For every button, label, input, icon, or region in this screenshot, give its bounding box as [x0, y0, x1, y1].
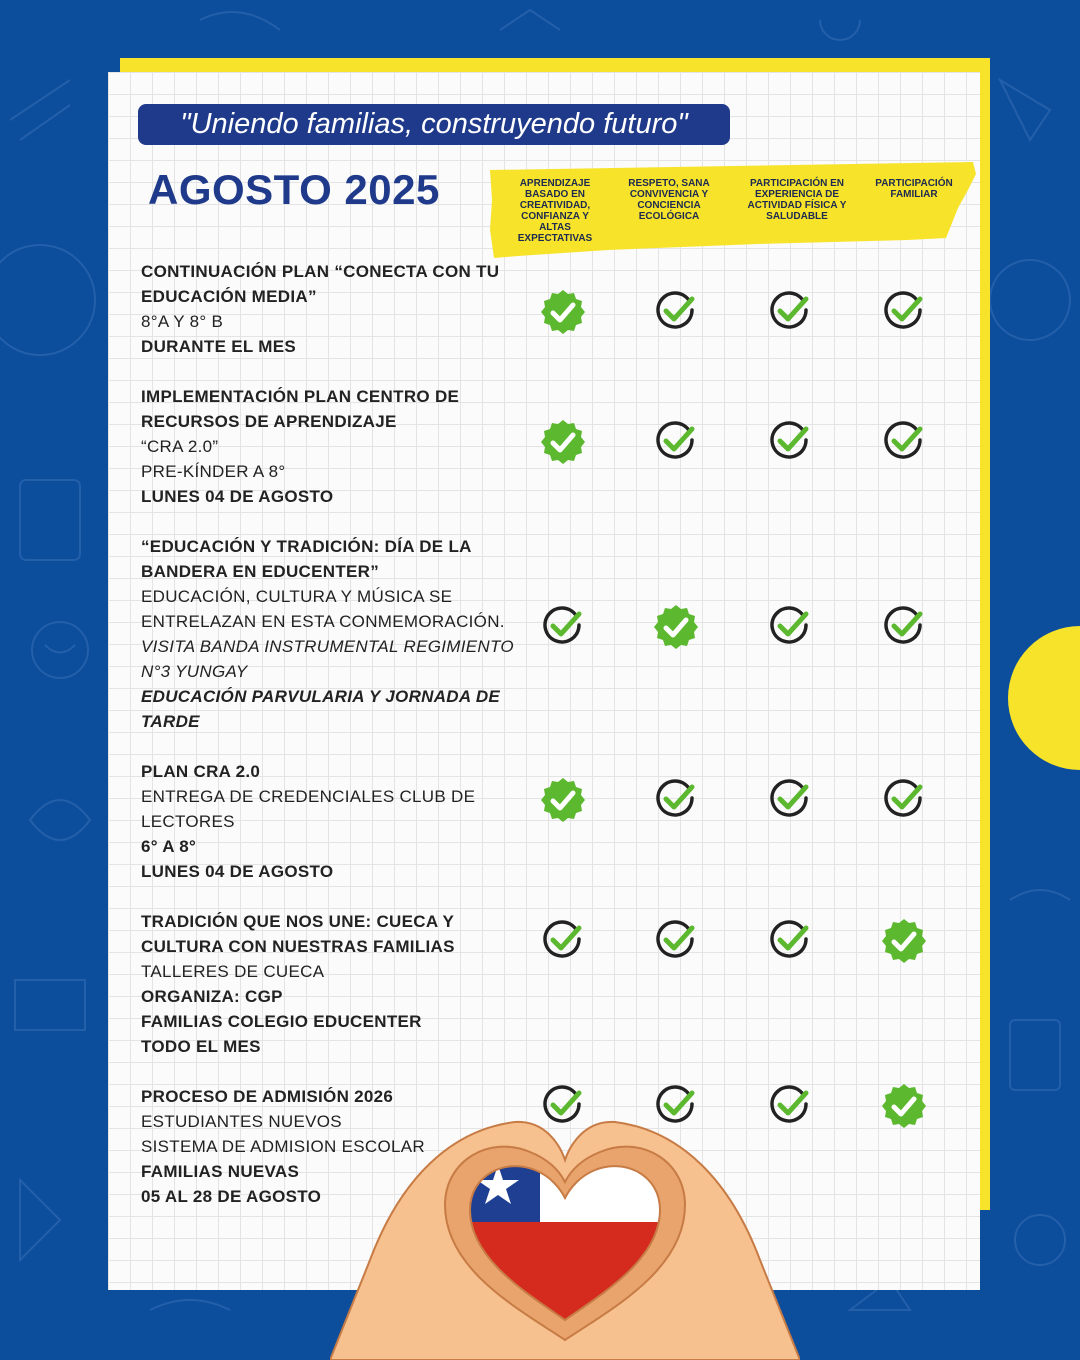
- column-header-3: PARTICIPACIÓN EN EXPERIENCIA DE ACTIVIDAD FÍSICA Y SALUDABLE: [747, 178, 847, 222]
- check-outline-icon: [880, 418, 928, 466]
- activity-line: TRADICIÓN QUE NOS UNE: CUECA Y CULTURA CON NUESTRAS FAMILIAS: [141, 912, 455, 956]
- check-filled-icon: [652, 603, 700, 651]
- check-outline-icon: [766, 288, 814, 336]
- column-header-1: APRENDIZAJE BASADO EN CREATIVIDAD, CONFIANZA Y ALTAS EXPECTATIVAS: [517, 178, 593, 244]
- check-outline-icon: [880, 776, 928, 824]
- activity-line: FAMILIAS NUEVAS: [141, 1162, 300, 1181]
- activity-line: CONTINUACIÓN PLAN “CONECTA CON TU EDUCACIÓN MEDIA”: [141, 262, 500, 306]
- check-outline-icon: [652, 288, 700, 336]
- check-outline-icon: [652, 917, 700, 965]
- activity-line: DURANTE EL MES: [141, 337, 297, 356]
- check-filled-icon: [539, 288, 587, 336]
- activity-line: 8°A Y 8° B: [141, 312, 224, 331]
- check-outline-icon: [766, 917, 814, 965]
- check-outline-icon: [652, 776, 700, 824]
- activity-line: ENTREGA DE CREDENCIALES CLUB DE LECTORES: [141, 787, 476, 831]
- slogan-banner: "Uniendo familias, construyendo futuro": [138, 104, 730, 145]
- activity-1: [141, 259, 536, 359]
- check-outline-icon: [880, 603, 928, 651]
- check-outline-icon: [539, 603, 587, 651]
- column-header-2: RESPETO, SANA CONVIVENCIA Y CONCIENCIA ECOLÓGICA: [628, 178, 710, 222]
- activity-2: [141, 384, 536, 509]
- activity-line: EDUCACIÓN PARVULARIA Y JORNADA DE TARDE: [141, 687, 501, 731]
- check-filled-icon: [880, 1082, 928, 1130]
- column-header-4: PARTICIPACIÓN FAMILIAR: [875, 178, 953, 200]
- check-outline-icon: [880, 288, 928, 336]
- activity-line: TODO EL MES: [141, 1037, 261, 1056]
- check-outline-icon: [652, 418, 700, 466]
- activity-4: [141, 759, 536, 884]
- activity-line: ORGANIZA: CGP: [141, 987, 283, 1006]
- activity-line: SISTEMA DE ADMISION ESCOLAR: [141, 1137, 425, 1156]
- check-outline-icon: [766, 776, 814, 824]
- check-filled-icon: [539, 418, 587, 466]
- activity-line: PROCESO DE ADMISIÓN 2026: [141, 1087, 394, 1106]
- activity-line: “EDUCACIÓN Y TRADICIÓN: DÍA DE LA BANDERA EN EDUCENTER”: [141, 537, 472, 581]
- activity-line: LUNES 04 DE AGOSTO: [141, 487, 334, 506]
- check-outline-icon: [539, 917, 587, 965]
- activity-line: LUNES 04 DE AGOSTO: [141, 862, 334, 881]
- activity-line: VISITA BANDA INSTRUMENTAL REGIMIENTO N°3 YUNGAY: [141, 637, 514, 681]
- activity-line: PRE-KÍNDER A 8°: [141, 462, 286, 481]
- activity-3: [141, 534, 536, 734]
- check-filled-icon: [880, 917, 928, 965]
- activity-line: IMPLEMENTACIÓN PLAN CENTRO DE RECURSOS DE APRENDIZAJE: [141, 387, 460, 431]
- activity-line: TALLERES DE CUECA: [141, 962, 325, 981]
- activity-line: PLAN CRA 2.0: [141, 762, 261, 781]
- check-outline-icon: [766, 418, 814, 466]
- activity-line: 05 AL 28 DE AGOSTO: [141, 1187, 322, 1206]
- activity-line: ESTUDIANTES NUEVOS: [141, 1112, 342, 1131]
- activity-line: 6° A 8°: [141, 837, 197, 856]
- check-outline-icon: [766, 603, 814, 651]
- activity-line: EDUCACIÓN, CULTURA Y MÚSICA SE ENTRELAZAN EN ESTA CONMEMORACIÓN.: [141, 587, 505, 631]
- heart-hands-chile-flag-illustration: [330, 1110, 800, 1360]
- activity-line: “CRA 2.0”: [141, 437, 219, 456]
- activity-5: [141, 909, 536, 1059]
- check-filled-icon: [539, 776, 587, 824]
- activity-line: FAMILIAS COLEGIO EDUCENTER: [141, 1012, 422, 1031]
- month-title: AGOSTO 2025: [148, 166, 440, 213]
